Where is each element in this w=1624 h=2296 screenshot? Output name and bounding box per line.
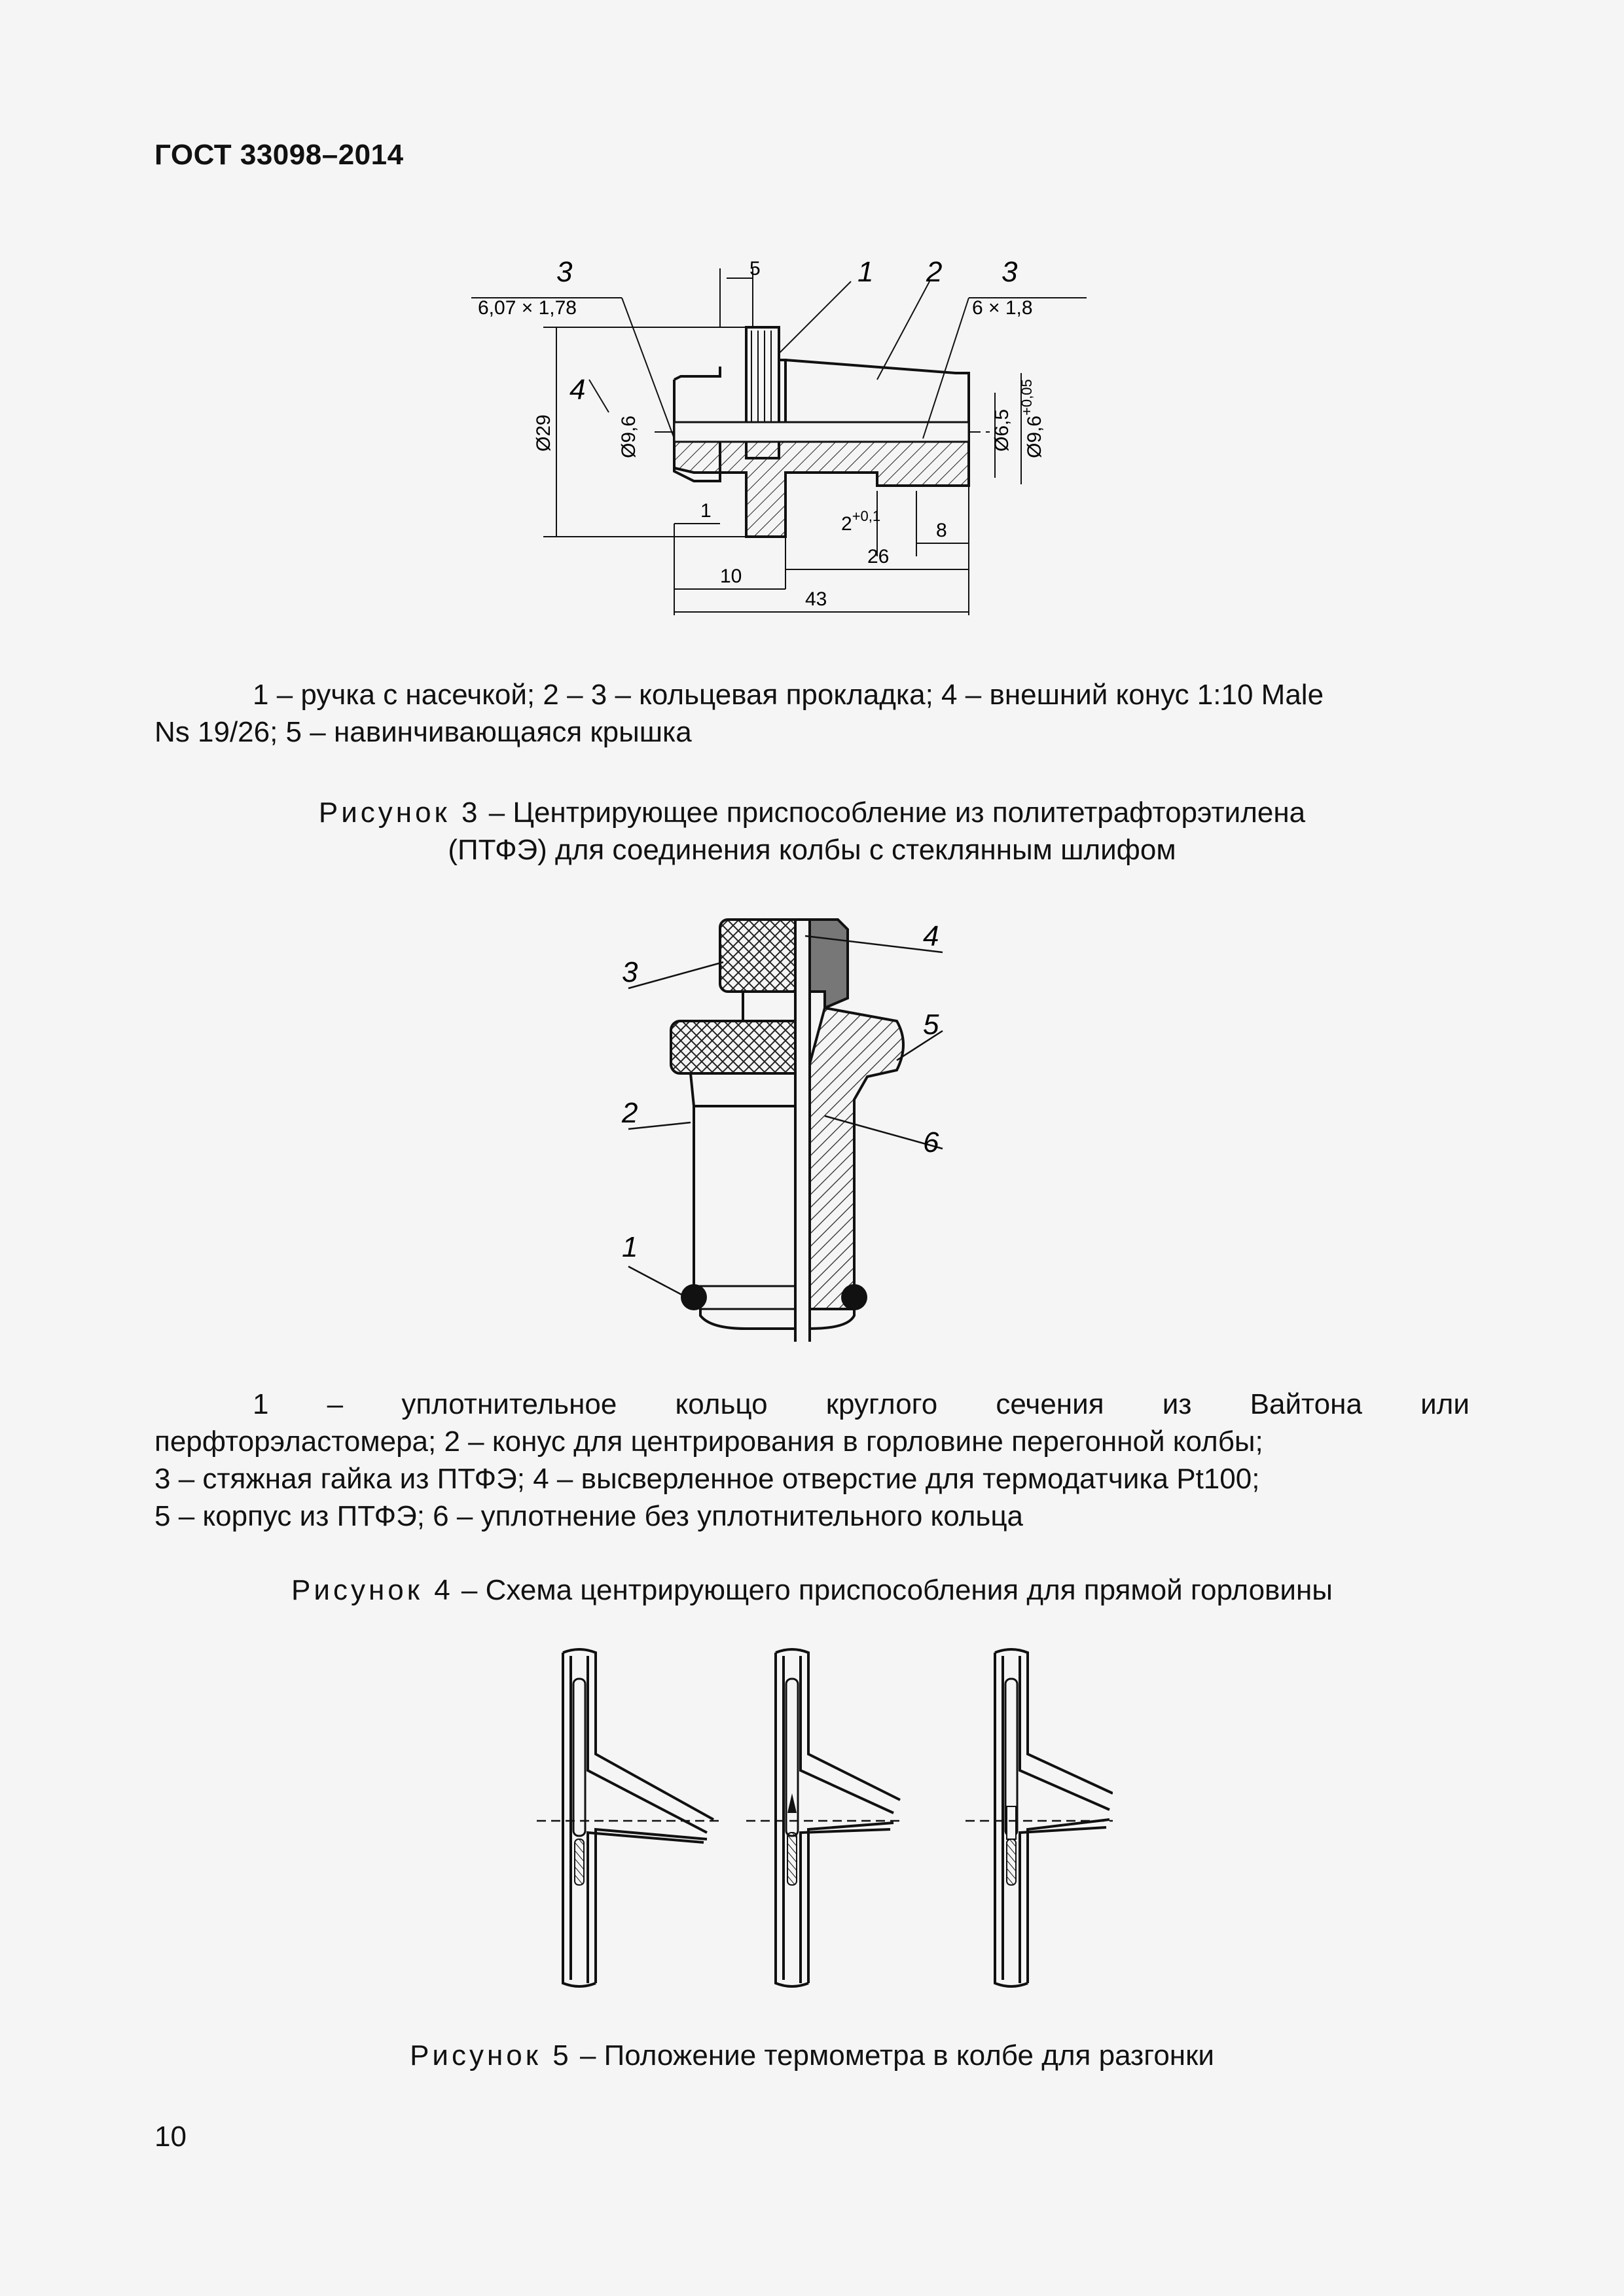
- fig3-dim-dia-9-6: Ø9,6: [618, 415, 640, 458]
- fig3-knurled-handle: [751, 331, 771, 429]
- fig3-dim-2-value: 2: [841, 513, 852, 535]
- fig5-flask-1: [537, 1649, 720, 1986]
- fig4-callout-6: 6: [923, 1126, 939, 1158]
- fig3-callout-2: 2: [926, 256, 943, 288]
- figure-5-drawing: [537, 1643, 1113, 1996]
- fig4-caption: [154, 1571, 1470, 1609]
- fig4-top-cap: [805, 920, 848, 1008]
- fig4-callout-2: 2: [622, 1097, 638, 1129]
- fig4-legend-dash: –: [327, 1388, 344, 1420]
- fig5-caption-label: Рисунок 5: [410, 2039, 572, 2072]
- fig3-dim-dia-9-6-tol: [1019, 379, 1045, 458]
- fig4-legend-line-2: перфторэластомера; 2 – конус для центрирования в горловине перегонной колбы;: [154, 1426, 1263, 1458]
- fig4-legend-word: Вайтона: [1250, 1388, 1362, 1420]
- fig3-caption-line-2: (ПТФЭ) для соединения колбы с стеклянным шлифом: [448, 834, 1176, 866]
- fig4-flange: [671, 1021, 805, 1073]
- fig4-centering-cone: [691, 1073, 795, 1106]
- fig4-oring-right: [841, 1284, 867, 1310]
- fig4-body-hatched: [802, 1008, 903, 1309]
- fig4-legend: [154, 1386, 1470, 1535]
- fig4-callout-4: 4: [923, 920, 939, 952]
- figure-4-drawing: [602, 910, 969, 1342]
- fig4-callout-3: 3: [622, 956, 638, 988]
- fig4-caption-label: Рисунок 4: [291, 1574, 454, 1606]
- fig4-legend-line-1: [154, 1386, 1470, 1423]
- fig5-flask-3: [965, 1649, 1113, 1986]
- fig3-dim-10: 10: [720, 565, 742, 587]
- fig4-stem: [743, 992, 795, 1021]
- fig4-legend-line-3: 3 – стяжная гайка из ПТФЭ; 4 – высверленное отверстие для термодатчика Pt100;: [154, 1463, 1260, 1495]
- fig3-dim-26: 26: [867, 546, 890, 567]
- fig3-dim-5: 5: [749, 258, 761, 279]
- fig4-legend-word: кольцо: [675, 1388, 768, 1420]
- fig3-dim-dia-9-6-tol-value: Ø9,6: [1024, 415, 1045, 458]
- fig3-caption-line-1: [154, 794, 1470, 831]
- fig3-hatched-section: [674, 432, 969, 537]
- fig3-dim-tol-sup: +0,05: [1019, 379, 1035, 416]
- fig4-callout-1: 1: [622, 1231, 638, 1263]
- fig4-legend-line-4: 5 – корпус из ПТФЭ; 6 – уплотнение без уплотнительного кольца: [154, 1500, 1024, 1532]
- fig3-caption-label: Рисунок 3: [318, 797, 481, 829]
- fig3-caption-text: – Центрирующее приспособление из политетрафторэтилена: [480, 797, 1306, 829]
- fig4-legend-word: круглого: [825, 1388, 938, 1420]
- fig3-dim-2-sup: +0,1: [852, 508, 881, 524]
- fig4-legend-item-1: 1: [253, 1388, 269, 1420]
- fig4-legend-word: из: [1162, 1388, 1192, 1420]
- fig4-clamping-nut: [720, 920, 805, 992]
- fig3-legend: [154, 676, 1470, 751]
- fig5-flask-2: [746, 1649, 903, 1986]
- fig5-caption-text: – Положение термометра в колбе для разгонки: [571, 2039, 1214, 2072]
- fig4-lower-tube: [694, 1106, 795, 1329]
- fig3-dim-8: 8: [936, 520, 947, 541]
- fig3-callout-3-left: 3: [556, 256, 573, 288]
- fig3-dim-1: 1: [700, 500, 712, 522]
- fig5-caption: [154, 2037, 1470, 2074]
- fig3-dim-2: [841, 508, 880, 535]
- figure-3-drawing: [458, 249, 1087, 641]
- fig3-legend-line-1: [154, 676, 1470, 713]
- standard-code: ГОСТ 33098–2014: [154, 139, 404, 171]
- fig4-legend-word: уплотнительное: [401, 1388, 617, 1420]
- fig3-caption: [154, 794, 1470, 869]
- fig3-dim-dia-29: Ø29: [533, 414, 554, 452]
- fig3-callout-4: 4: [569, 374, 586, 406]
- fig4-legend-word: сечения: [996, 1388, 1104, 1420]
- fig4-center-rod: [795, 920, 810, 1342]
- fig3-dim-dia-6-5: Ø6,5: [991, 408, 1013, 452]
- fig3-legend-line-2: Ns 19/26; 5 – навинчивающаяся крышка: [154, 716, 692, 748]
- fig4-caption-text: – Схема центрирующего приспособления для прямой горловины: [453, 1574, 1333, 1606]
- fig3-callout-1: 1: [857, 256, 874, 288]
- fig3-dim-oring-right: 6 × 1,8: [972, 297, 1033, 319]
- fig3-callout-3-right: 3: [1001, 256, 1018, 288]
- fig4-callout-5: 5: [923, 1009, 939, 1041]
- fig4-oring-left: [681, 1284, 707, 1310]
- page-number: 10: [154, 2121, 187, 2153]
- fig4-legend-word: или: [1420, 1388, 1470, 1420]
- fig3-legend-line-1-text: 1 – ручка с насечкой; 2 – 3 – кольцевая прокладка; 4 – внешний конус 1:10 Male: [253, 679, 1324, 711]
- fig3-dim-43: 43: [805, 588, 827, 610]
- fig3-dim-oring-left: 6,07 × 1,78: [478, 297, 577, 319]
